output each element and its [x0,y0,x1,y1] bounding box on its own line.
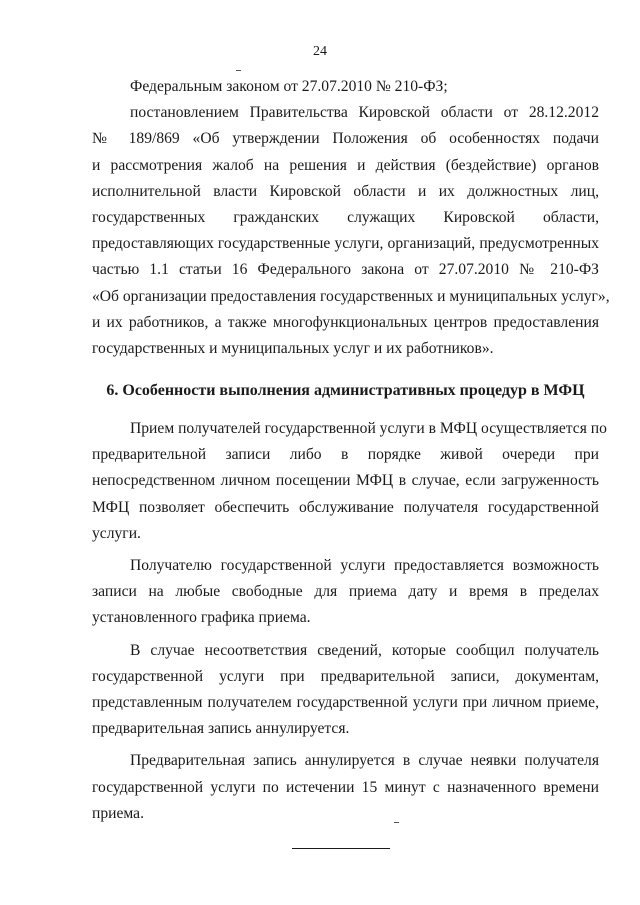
text-line: записи на любые свободные для приема дату и время в пределах [92,583,599,601]
paragraph [92,748,599,827]
text-line: приема. [92,804,144,822]
text-line: и их работников, а также многофункциональных центров предоставления [92,313,599,331]
text-line: № 189/869 «Об утверждении Положения об особенностях подачи [92,130,599,148]
page-number: 24 [313,44,327,59]
text-line: исполнительной власти Кировской области и их должностных лиц, [92,182,599,200]
text-line: Предварительная запись аннулируется в случае неявки получателя [130,752,599,770]
paragraph [92,416,607,547]
text-line: представленным получателем государственной услуги при личном приеме, [92,693,599,711]
text-line: Получателю государственной услуги предоставляется возможность [130,557,599,574]
text-line: МФЦ позволяет обеспечить обслуживание получателя государственной [92,498,599,516]
text-line: предварительной записи либо в порядке живой очереди при [92,446,599,464]
text-line: государственной услуги при предварительной записи, документам, [92,667,599,685]
text-line: государственных гражданских служащих Кировской области, [92,208,599,226]
document-body [92,74,610,827]
scan-speck [394,822,399,823]
section-body [92,416,607,827]
scan-speck [236,70,241,71]
text-line: государственной услуги по истечении 15 минут с назначенного времени [92,778,599,796]
section-heading: 6. Особенности выполнения административных процедур в МФЦ [106,382,585,400]
text-line: В случае несоответствия сведений, которые сообщил получатель [130,641,599,659]
text-line: постановлением Правительства Кировской области от 28.12.2012 [130,104,599,122]
text-line: и рассмотрения жалоб на решения и действия (бездействие) органов [92,156,599,174]
text-line: Федеральным законом от 27.07.2010 № 210-ФЗ; [130,78,448,95]
legal-basis-list [92,74,610,362]
end-of-document-rule [292,848,390,849]
text-line: частью 1.1 статьи 16 Федерального закона от 27.07.2010 № 210-ФЗ [92,261,599,279]
text-line: государственных и муниципальных услуг и их работников». [92,339,494,357]
text-line: Прием получателей государственной услуги в МФЦ осуществляется по [130,420,607,438]
text-line: предварительная запись аннулируется. [92,720,350,738]
text-line: услуги. [92,524,141,542]
text-line: предоставляющих государственные услуги, организаций, предусмотренных [92,235,599,253]
paragraph [92,638,599,743]
text-line: установленного графика приема. [92,609,311,627]
paragraph [92,553,599,632]
text-line: «Об организации предоставления государственных и муниципальных услуг», [92,287,610,305]
text-line: непосредственном личном посещении МФЦ в случае, если загруженность [92,472,599,490]
